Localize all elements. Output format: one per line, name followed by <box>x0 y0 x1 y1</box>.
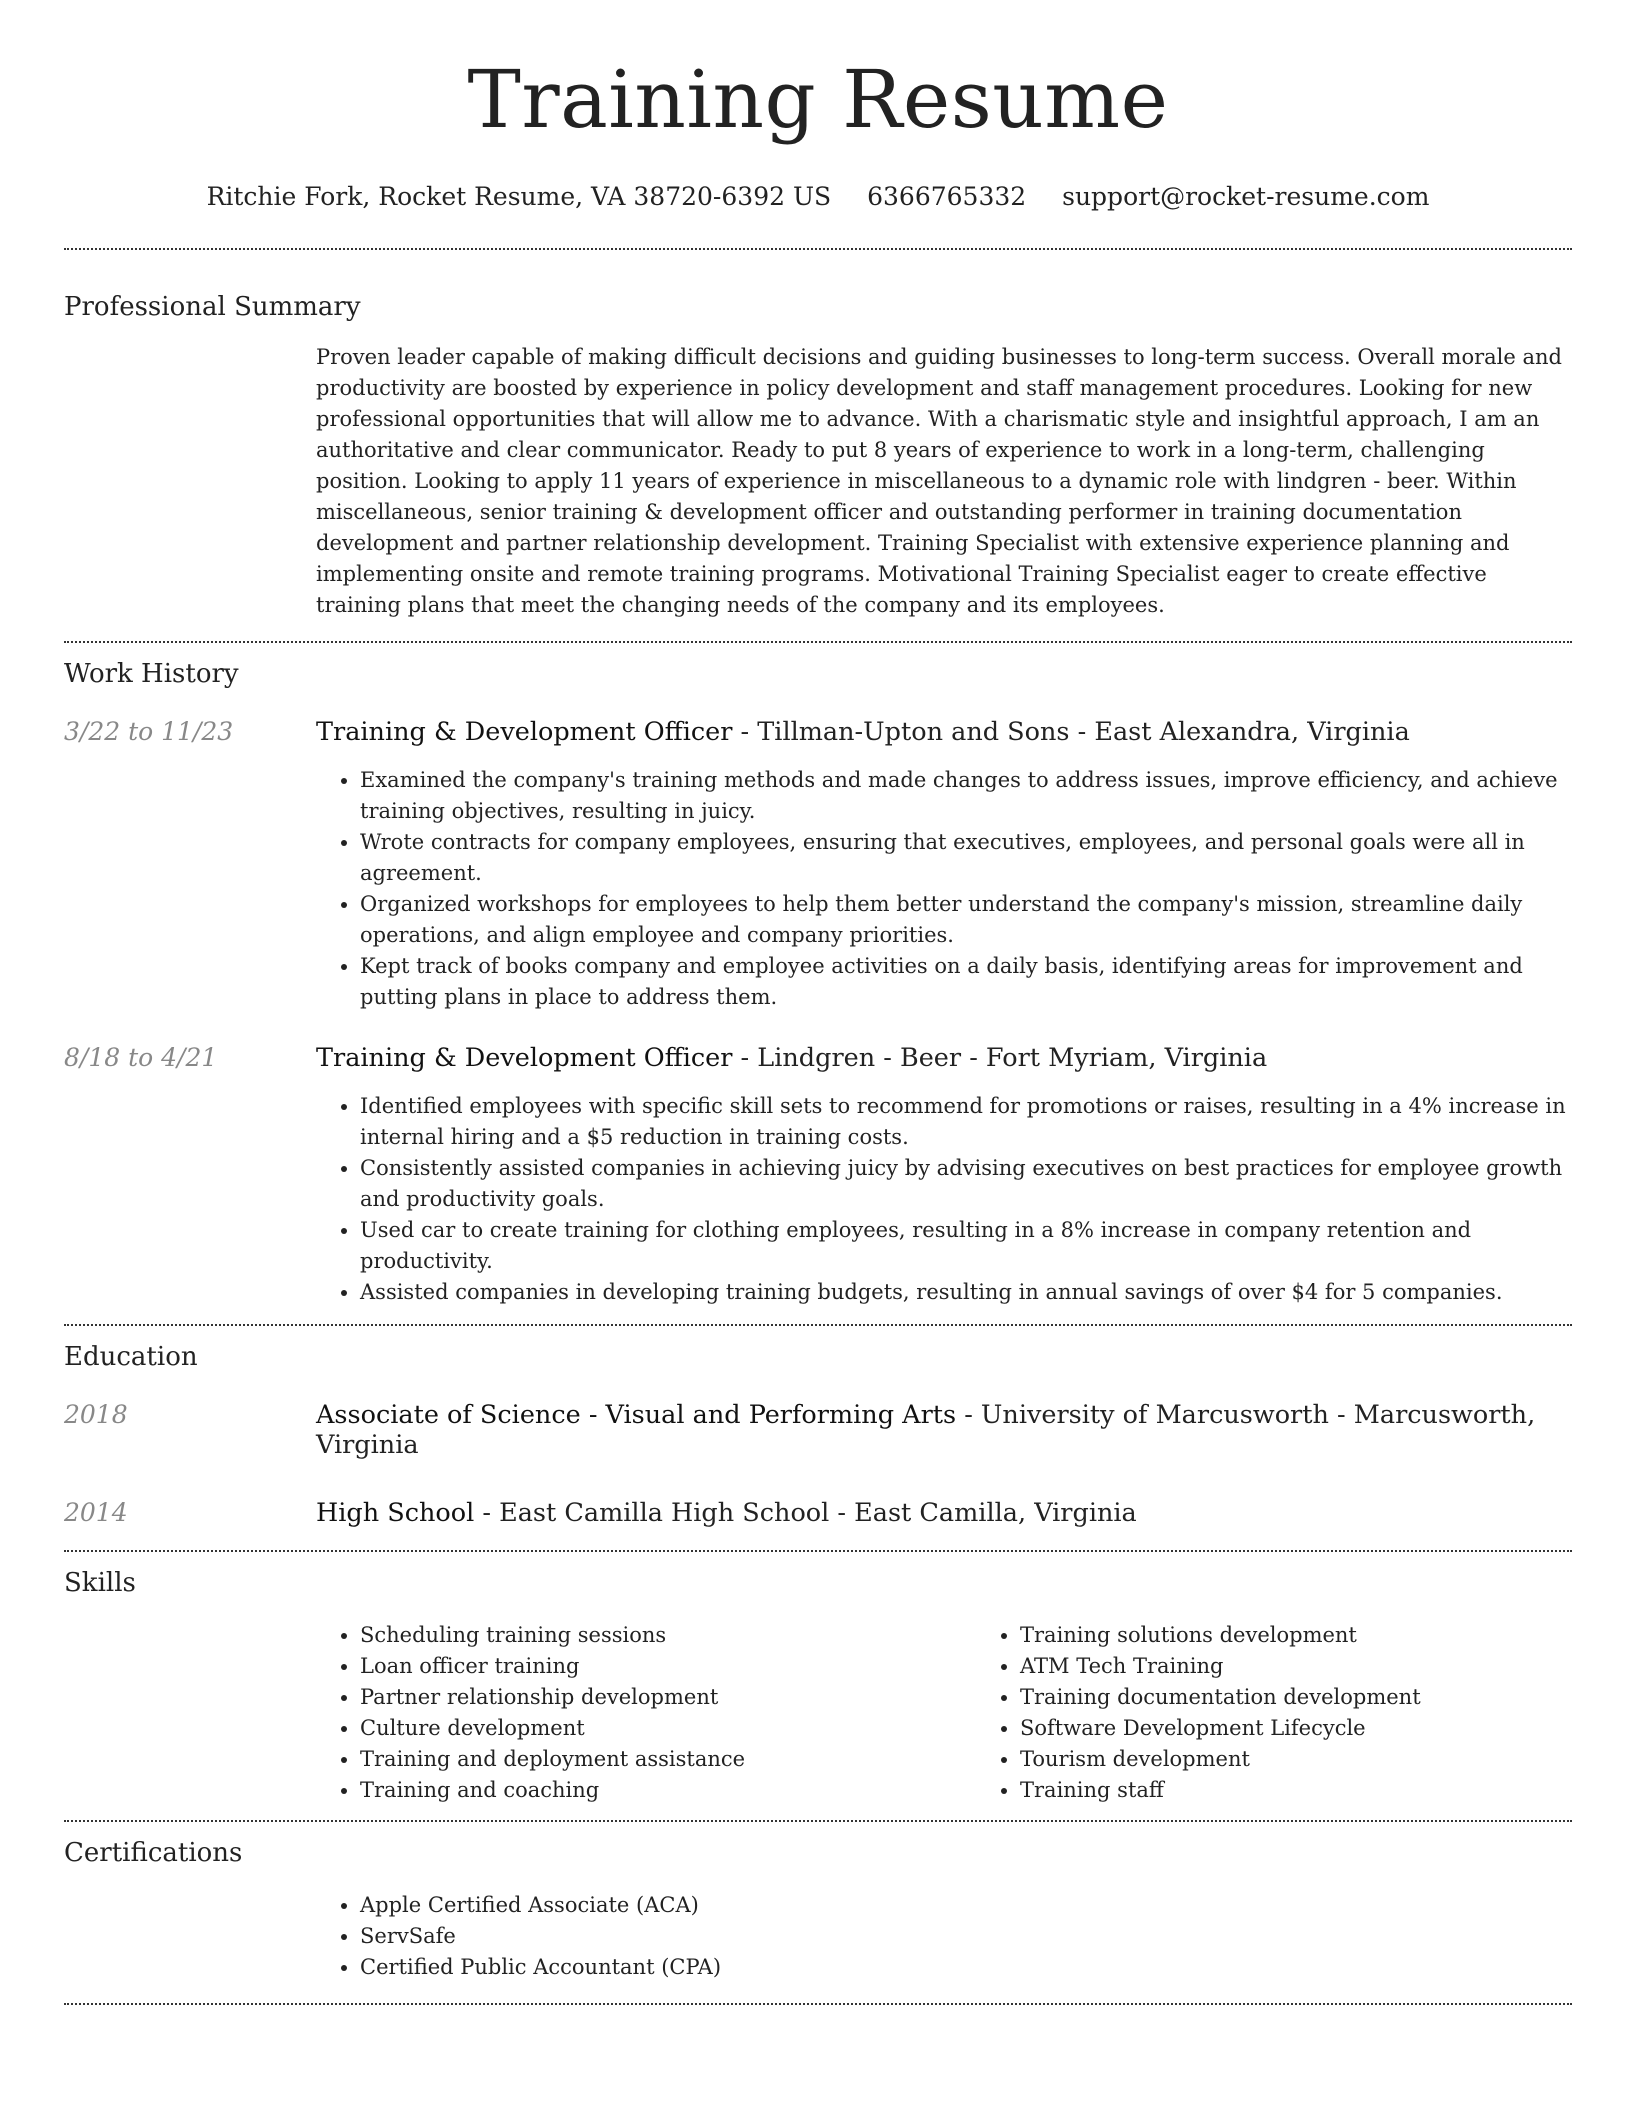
skill-item: • Tourism development <box>1020 1744 1632 1775</box>
divider <box>64 641 1572 643</box>
education-school: East Camilla High School <box>499 1498 830 1528</box>
divider <box>64 1324 1572 1326</box>
education-section <box>64 1342 1572 1528</box>
certifications-section <box>64 1838 1572 1983</box>
contact-address: Ritchie Fork, Rocket Resume, VA 38720-6392 US <box>206 182 832 211</box>
summary-section <box>64 292 1572 621</box>
education-degree: Associate of Science - Visual and Performing Arts <box>316 1400 957 1430</box>
resume-page <box>64 0 1572 2005</box>
certification-item: • Apple Certified Associate (ACA) <box>360 1890 1572 1921</box>
skill-item: • ATM Tech Training <box>1020 1651 1632 1682</box>
job-dates: 8/18 to 4/21 <box>64 1043 218 1072</box>
list-item: • Identified employees with specific skill sets to recommend for promotions or raises, resulting in a 4% increase in internal hiring and a $5 reduction in training costs. <box>360 1091 1572 1153</box>
education-year: 2018 <box>64 1400 128 1429</box>
education-year: 2014 <box>64 1498 128 1527</box>
job-title-line <box>316 1043 1267 1073</box>
divider <box>64 1550 1572 1552</box>
contact-line <box>64 182 1572 212</box>
certifications-heading: Certifications <box>64 1838 243 1868</box>
work-history-heading: Work History <box>64 659 239 689</box>
skill-item: • Training staff <box>1020 1775 1632 1806</box>
contact-email: support@rocket-resume.com <box>1062 182 1430 211</box>
skill-item: • Training documentation development <box>1020 1682 1632 1713</box>
summary-text: Proven leader capable of making difficult decisions and guiding businesses to long-term success. Overall morale and productivity are boosted by experience in policy development and staff management procedures. Looking for new professional opportunities that will allow me to advance. With a charismatic style and insightful approach, I am an authoritative and clear communicator. Ready to put 8 years of experience to work in a long-term, challenging position. Looking to apply 11 years of experience in miscellaneous to a dynamic role with lindgren - beer. Within miscellaneous, senior training & development officer and outstanding performer in training documentation development and partner relationship development. Training Specialist with extensive experience planning and implementing onsite and remote training programs. Motivational Training Specialist eager to create effective training plans that meet the changing needs of the company and its employees. <box>316 345 1562 617</box>
skills-list-left <box>316 1620 976 1806</box>
education-line <box>316 1498 1137 1528</box>
separator: - <box>732 1043 758 1073</box>
list-item: • Consistently assisted companies in achieving juicy by advising executives on best practices for employee growth and productivity goals. <box>360 1153 1572 1215</box>
contact-phone: 6366765332 <box>867 182 1027 211</box>
separator: - <box>1328 1400 1354 1430</box>
divider <box>64 1820 1572 1822</box>
list-item: • Used car to create training for clothing employees, resulting in a 8% increase in company retention and productivity. <box>360 1215 1572 1277</box>
resume-title: Training Resume <box>467 53 1169 146</box>
skill-item: • Training and coaching <box>360 1775 976 1806</box>
skills-section <box>64 1568 1572 1806</box>
skill-item: • Partner relationship development <box>360 1682 976 1713</box>
skills-list-right <box>976 1620 1632 1806</box>
education-location: Marcusworth, Virginia <box>316 1400 1536 1460</box>
education-line <box>316 1400 1572 1460</box>
job-title: Training & Development Officer <box>316 717 733 747</box>
job-bullets <box>316 765 1572 1013</box>
education-degree: High School <box>316 1498 475 1528</box>
job-bullets <box>316 1091 1572 1308</box>
separator: - <box>732 717 758 747</box>
list-item: • Examined the company's training methods and made changes to address issues, improve efficiency, and achieve training objectives, resulting in juicy. <box>360 765 1572 827</box>
job-location: East Alexandra, Virginia <box>1094 717 1410 747</box>
separator: - <box>961 1043 986 1073</box>
skill-item: • Scheduling training sessions <box>360 1620 976 1651</box>
job-location: Fort Myriam, Virginia <box>985 1043 1268 1073</box>
certification-item: • Certified Public Accountant (CPA) <box>360 1952 1572 1983</box>
job-entry <box>64 1043 1572 1308</box>
skills-heading: Skills <box>64 1568 136 1598</box>
separator: - <box>474 1498 500 1528</box>
skill-item: • Loan officer training <box>360 1651 976 1682</box>
list-item: • Organized workshops for employees to help them better understand the company's mission, streamline daily operations, and align employee and company priorities. <box>360 889 1572 951</box>
skill-item: • Culture development <box>360 1713 976 1744</box>
certifications-list <box>316 1890 1572 1983</box>
job-title: Training & Development Officer <box>316 1043 733 1073</box>
divider <box>64 248 1572 250</box>
education-heading: Education <box>64 1342 198 1372</box>
skill-item: • Software Development Lifecycle <box>1020 1713 1632 1744</box>
list-item: • Wrote contracts for company employees, ensuring that executives, employees, and personal goals were all in agreement. <box>360 827 1572 889</box>
job-employer: Lindgren - Beer <box>757 1043 962 1073</box>
separator: - <box>956 1400 981 1430</box>
separator: - <box>1069 717 1095 747</box>
list-item: • Assisted companies in developing training budgets, resulting in annual savings of over $4 for 5 companies. <box>360 1277 1572 1308</box>
divider <box>64 2003 1572 2005</box>
separator: - <box>829 1498 855 1528</box>
job-dates: 3/22 to 11/23 <box>64 717 234 746</box>
list-item: • Kept track of books company and employee activities on a daily basis, identifying areas for improvement and putting plans in place to address them. <box>360 951 1572 1013</box>
job-title-line <box>316 717 1410 747</box>
work-history-section <box>64 659 1572 1308</box>
skill-item: • Training and deployment assistance <box>360 1744 976 1775</box>
certification-item: • ServSafe <box>360 1921 1572 1952</box>
job-employer: Tillman-Upton and Sons <box>757 717 1070 747</box>
education-entry <box>64 1400 1572 1460</box>
education-school: University of Marcusworth <box>980 1400 1329 1430</box>
skill-item: • Training solutions development <box>1020 1620 1632 1651</box>
education-entry <box>64 1498 1572 1528</box>
education-location: East Camilla, Virginia <box>854 1498 1137 1528</box>
summary-heading: Professional Summary <box>64 292 361 322</box>
job-entry <box>64 717 1572 1013</box>
